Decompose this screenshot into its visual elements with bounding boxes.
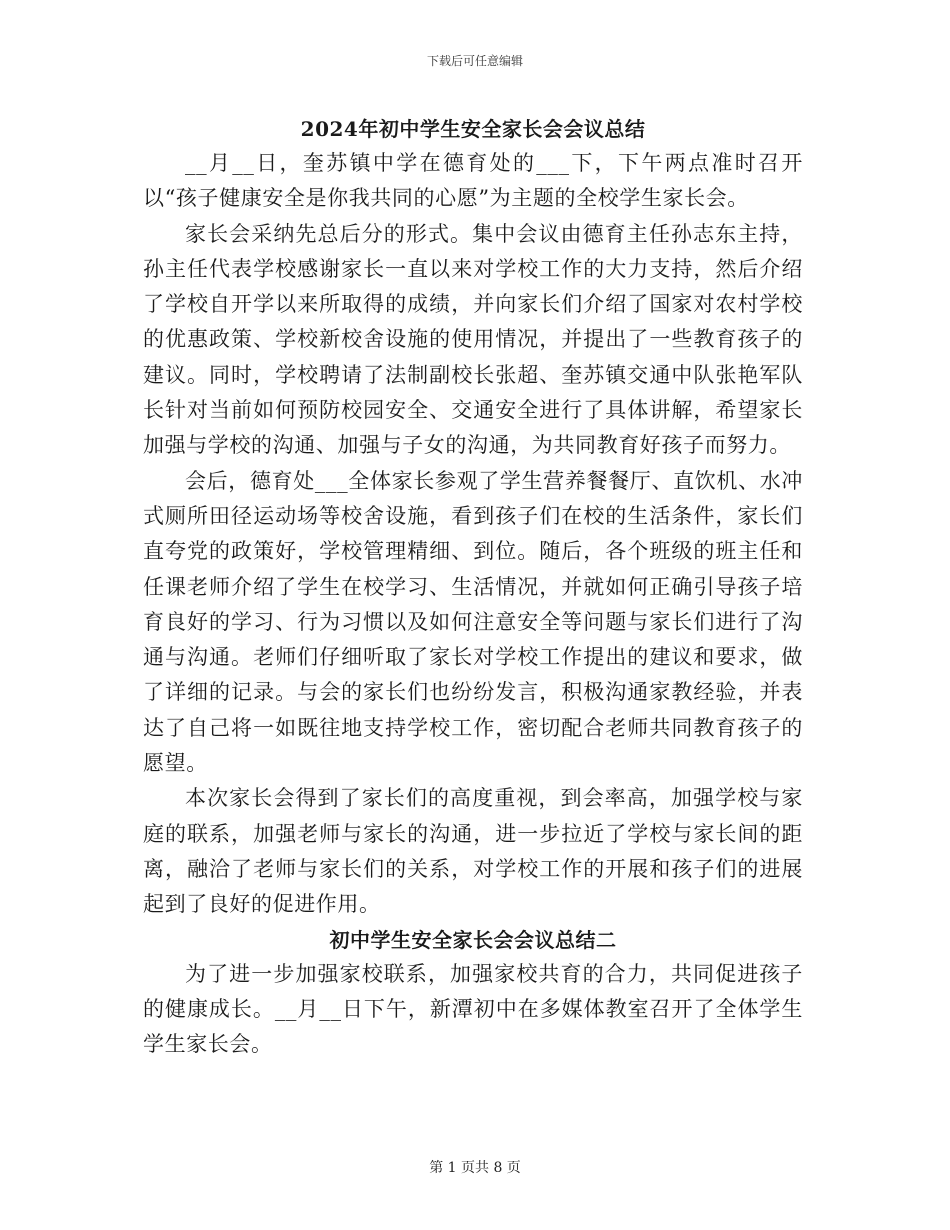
document-body bbox=[143, 112, 803, 1062]
section-title-2: 初中学生安全家长会会议总结二 bbox=[329, 927, 617, 952]
paragraph-4: 本次家长会得到了家长们的高度重视，到会率高，加强学校与家庭的联系，加强老师与家长的沟通，进一步拉近了学校与家长间的距离，融洽了老师与家长们的关系，对学校工作的开展和孩子们的进展起到了良好的促进作用。 bbox=[143, 786, 803, 917]
paragraph-2: 家长会采纳先总后分的形式。集中会议由德育主任孙志东主持，孙主任代表学校感谢家长一直以来对学校工作的大力支持，然后介绍了学校自开学以来所取得的成绩，并向家长们介绍了国家对农村学校的优惠政策、学校新校舍设施的使用情况，并提出了一些教育孩子的建议。同时，学校聘请了法制副校长张超、奎苏镇交通中队张艳军队长针对当前如何预防校园安全、交通安全进行了具体讲解，希望家长加强与学校的沟通、加强与子女的沟通，为共同教育好孩子而努力。 bbox=[143, 221, 803, 458]
page-number: 第 1 页共 8 页 bbox=[429, 1160, 521, 1176]
header-note: 下载后可任意编辑 bbox=[426, 54, 523, 68]
paragraph-5: 为了进一步加强家校联系，加强家校共育的合力，共同促进孩子的健康成长。__月__日下午，新潭初中在多媒体教室召开了全体学生学生家长会。 bbox=[143, 961, 803, 1057]
document-title: 2024年初中学生安全家长会会议总结 bbox=[300, 117, 646, 141]
paragraph-1: __月__日，奎苏镇中学在德育处的___下，下午两点准时召开以“孩子健康安全是你我共同的心愿”为主题的全校学生家长会。 bbox=[143, 151, 803, 211]
paragraph-3: 会后，德育处___全体家长参观了学生营养餐餐厅、直饮机、水冲式厕所田径运动场等校舍设施，看到孩子们在校的生活条件，家长们直夸党的政策好，学校管理精细、到位。随后，各个班级的班主任和任课老师介绍了学生在校学习、生活情况，并就如何正确引导孩子培育良好的学习、行为习惯以及如何注意安全等问题与家长们进行了沟通与沟通。老师们仔细听取了家长对学校工作提出的建议和要求，做了详细的记录。与会的家长们也纷纷发言，积极沟通家教经验，并表达了自己将一如既往地支持学校工作，密切配合老师共同教育孩子的愿望。 bbox=[143, 468, 803, 776]
